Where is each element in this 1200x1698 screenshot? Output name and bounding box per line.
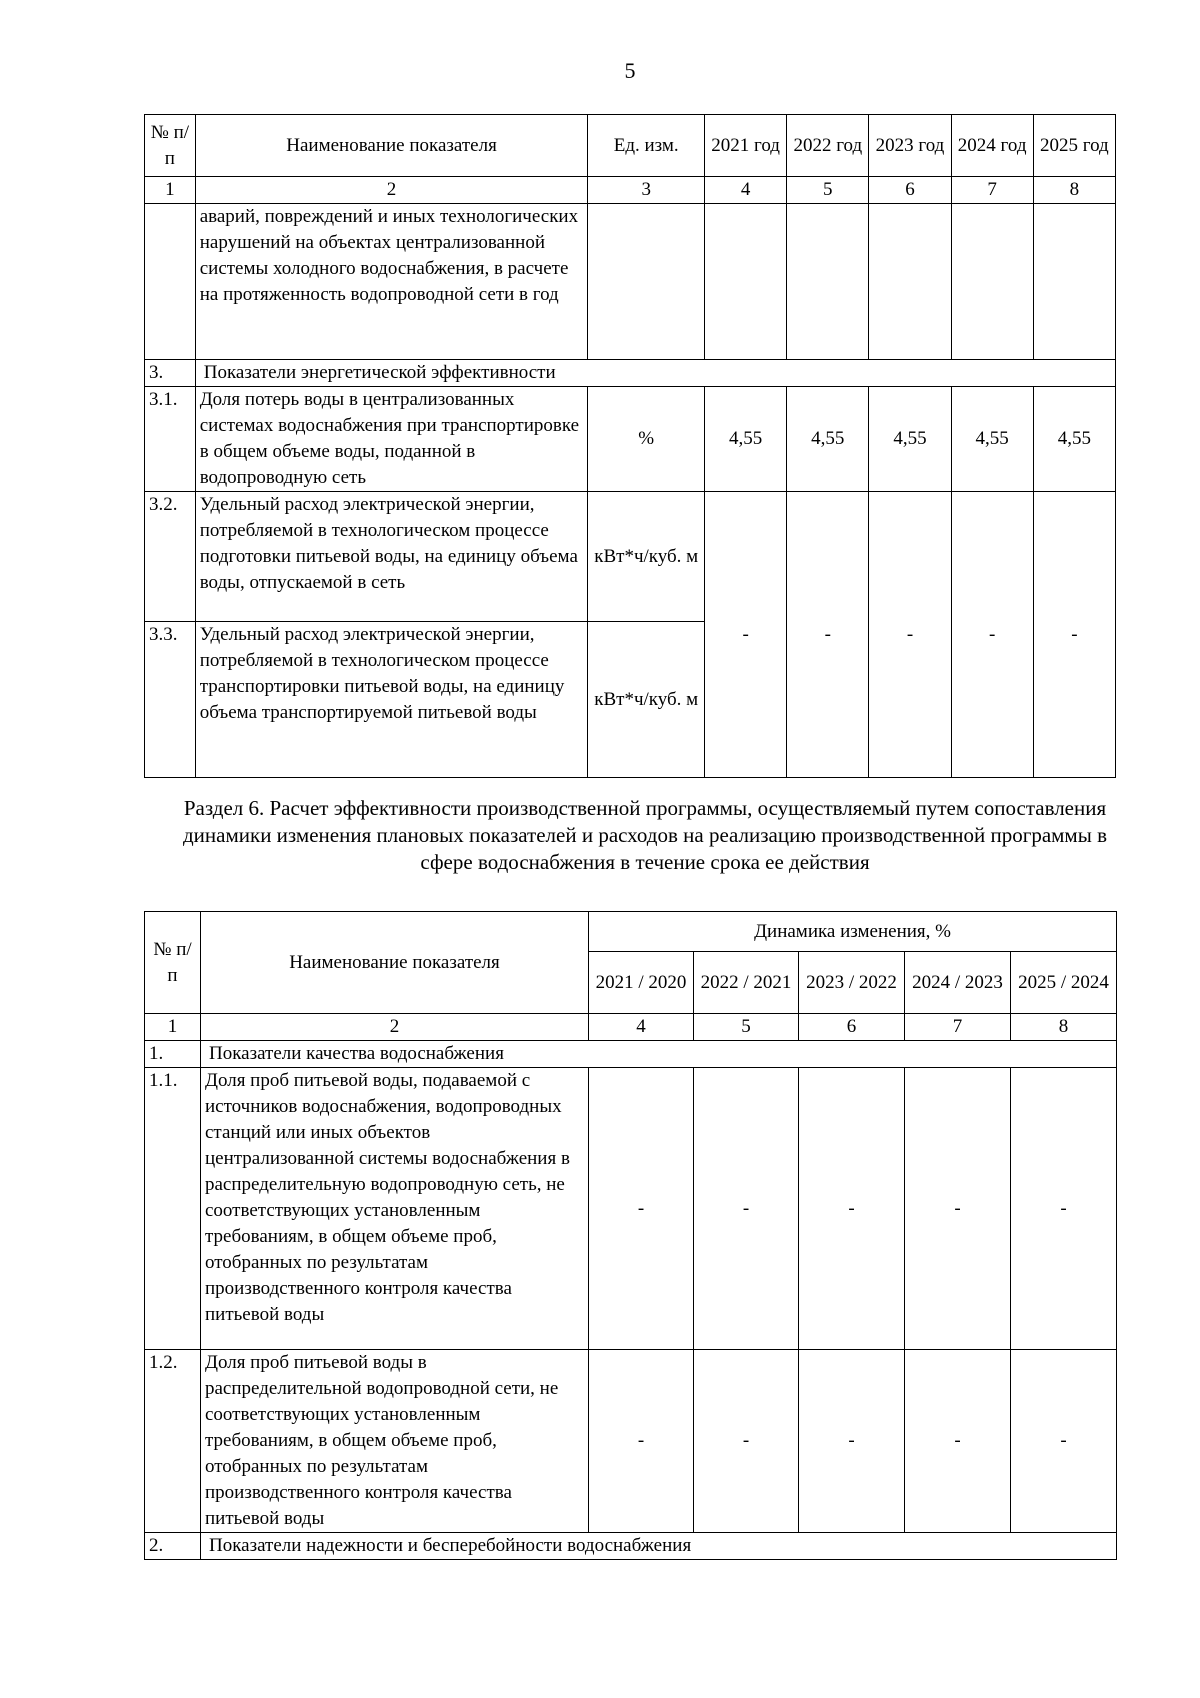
indicator-name: аварий, повреждений и иных технологических нарушений на объектах централизованной системы холодного водоснабжения, в расчете на протяженность водопроводной сети в год (195, 204, 588, 360)
value-cell: - (951, 492, 1033, 778)
value-cell: 4,55 (787, 387, 869, 492)
value-cell: - (694, 1068, 799, 1350)
section-num: 1. (145, 1041, 201, 1068)
header-name: Наименование показателя (201, 912, 589, 1014)
index-cell: 8 (1011, 1014, 1117, 1041)
header-period: 2021 / 2020 (589, 952, 694, 1014)
num-cell: 3.3. (145, 622, 196, 778)
header-num: № п/п (145, 912, 201, 1014)
header-period: 2024 / 2023 (905, 952, 1011, 1014)
value-cell: - (869, 492, 951, 778)
value-cell: - (1011, 1068, 1117, 1350)
indicator-name: Доля проб питьевой воды в распределительной водопроводной сети, не соответствующих установленным требованиям, в общем объеме проб, отобранных по результатам производственного контроля качества питьевой воды (201, 1350, 589, 1533)
unit-cell: кВт*ч/куб. м (588, 492, 705, 622)
header-year: 2025 год (1033, 115, 1115, 177)
num-cell: 3.1. (145, 387, 196, 492)
section-title: Показатели качества водоснабжения (201, 1041, 1117, 1068)
value-cell: - (705, 492, 787, 778)
index-cell: 4 (705, 177, 787, 204)
index-cell: 4 (589, 1014, 694, 1041)
page-number: 5 (624, 58, 636, 83)
header-unit: Ед. изм. (588, 115, 705, 177)
value-cell: - (1033, 492, 1115, 778)
header-period: 2023 / 2022 (799, 952, 905, 1014)
value-cell: - (799, 1068, 905, 1350)
value-cell: 4,55 (951, 387, 1033, 492)
value-cell (951, 204, 1033, 360)
value-cell: 4,55 (869, 387, 951, 492)
index-cell: 5 (694, 1014, 799, 1041)
index-cell: 1 (145, 177, 196, 204)
table-header-row (145, 115, 1116, 177)
index-cell: 5 (787, 177, 869, 204)
table-row (145, 1350, 1117, 1533)
header-year: 2023 год (869, 115, 951, 177)
indicator-name: Удельный расход электрической энергии, потребляемой в технологическом процессе подготовки питьевой воды, на единицу объема воды, отпускаемой в сеть (195, 492, 588, 622)
header-year: 2021 год (705, 115, 787, 177)
index-cell: 7 (951, 177, 1033, 204)
index-row (145, 177, 1116, 204)
section-row (145, 1041, 1117, 1068)
index-cell: 3 (588, 177, 705, 204)
section-row (145, 360, 1116, 387)
value-cell: - (905, 1068, 1011, 1350)
indicator-name: Доля проб питьевой воды, подаваемой с источников водоснабжения, водопроводных станций или иных объектов централизованной системы водоснабжения в распределительную водопроводную сеть, не соответствующих установленным требованиям, в общем объеме проб, отобранных по результатам производственного контроля качества питьевой воды (201, 1068, 589, 1350)
value-cell: - (589, 1350, 694, 1533)
table-row (145, 492, 1116, 622)
index-cell: 7 (905, 1014, 1011, 1041)
unit-cell: кВт*ч/куб. м (588, 622, 705, 778)
indicator-name: Доля потерь воды в централизованных системах водоснабжения при транспортировке в общем объеме воды, поданной в водопроводную сеть (195, 387, 588, 492)
value-cell: 4,55 (705, 387, 787, 492)
value-cell: - (1011, 1350, 1117, 1533)
header-name: Наименование показателя (195, 115, 588, 177)
unit-cell: % (588, 387, 705, 492)
section-num: 3. (145, 360, 196, 387)
index-cell: 2 (201, 1014, 589, 1041)
value-cell (1033, 204, 1115, 360)
value-cell: - (589, 1068, 694, 1350)
value-cell: - (787, 492, 869, 778)
value-cell: - (799, 1350, 905, 1533)
header-num: № п/п (145, 115, 196, 177)
index-cell: 1 (145, 1014, 201, 1041)
index-cell: 6 (799, 1014, 905, 1041)
value-cell: - (905, 1350, 1011, 1533)
table-header-row (145, 912, 1117, 952)
index-cell: 2 (195, 177, 588, 204)
table-row (145, 1068, 1117, 1350)
header-period: 2022 / 2021 (694, 952, 799, 1014)
header-period: 2025 / 2024 (1011, 952, 1117, 1014)
header-year: 2022 год (787, 115, 869, 177)
indicator-name: Удельный расход электрической энергии, потребляемой в технологическом процессе транспортировки питьевой воды, на единицу объема транспортируемой питьевой воды (195, 622, 588, 778)
index-row (145, 1014, 1117, 1041)
value-cell: - (694, 1350, 799, 1533)
num-cell: 3.2. (145, 492, 196, 622)
num-cell: 1.1. (145, 1068, 201, 1350)
value-cell (787, 204, 869, 360)
value-cell (705, 204, 787, 360)
num-cell (145, 204, 196, 360)
unit-cell (588, 204, 705, 360)
section-title: Показатели энергетической эффективности (195, 360, 1115, 387)
index-cell: 6 (869, 177, 951, 204)
value-cell: 4,55 (1033, 387, 1115, 492)
header-year: 2024 год (951, 115, 1033, 177)
section-row (145, 1533, 1117, 1560)
header-group: Динамика изменения, % (589, 912, 1117, 952)
dynamics-table (144, 911, 1117, 1560)
section-num: 2. (145, 1533, 201, 1560)
section-heading: Раздел 6. Расчет эффективности производственной программы, осуществляемый путем сопоставления динамики изменения плановых показателей и расходов на реализацию производственной программы в сфере водоснабжения в течение срока ее действия (182, 796, 1107, 874)
section-title: Показатели надежности и бесперебойности водоснабжения (201, 1533, 1117, 1560)
index-cell: 8 (1033, 177, 1115, 204)
table-row (145, 204, 1116, 360)
indicators-table (144, 114, 1116, 778)
value-cell (869, 204, 951, 360)
table-row (145, 387, 1116, 492)
num-cell: 1.2. (145, 1350, 201, 1533)
